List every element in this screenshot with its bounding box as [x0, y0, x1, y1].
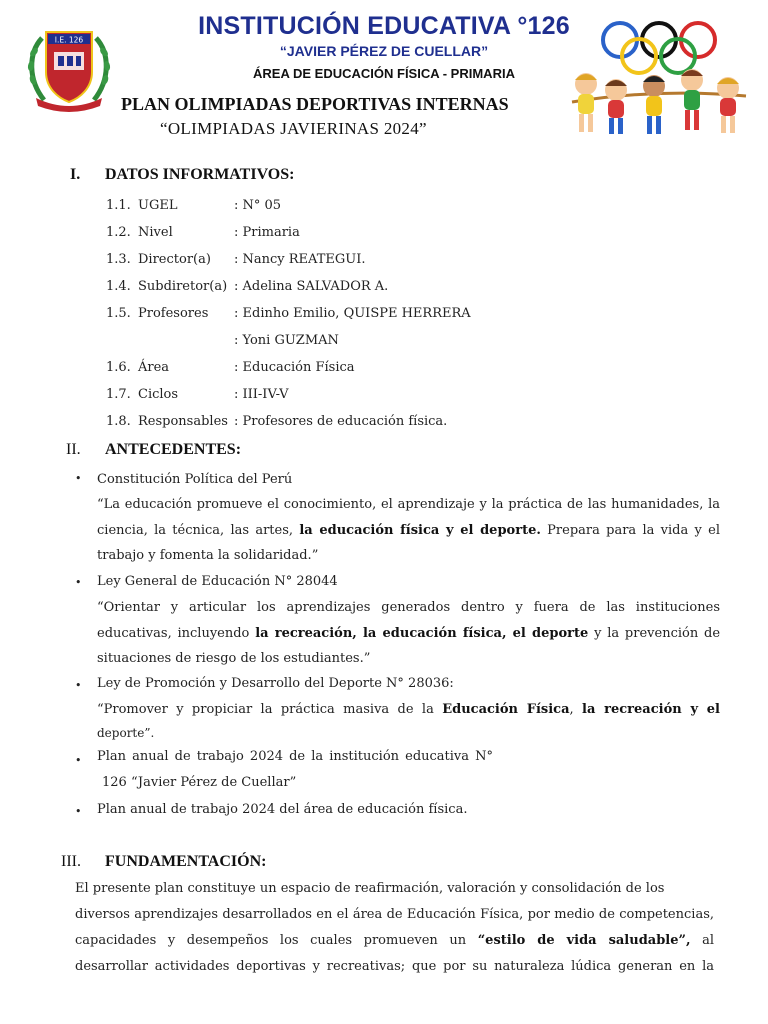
olympic-rings-kids-illustration [566, 10, 752, 140]
text-span: Prepara para la vida y el [547, 523, 720, 538]
info-value: : Adelina SALVADOR A. [234, 279, 389, 294]
text-span: “Promover y propiciar la práctica masiva de la [97, 702, 434, 717]
plan-subtitle: “OLIMPIADAS JAVIERINAS 2024” [160, 119, 427, 138]
antecedente-2-title: Ley General de Educación N° 28044 [97, 574, 338, 589]
info-label: UGEL [138, 198, 178, 213]
fundamentacion-line-1: El presente plan constituye un espacio de reafirmación, valoración y consolidación de los [75, 881, 665, 896]
info-value: : Profesores de educación física. [234, 414, 448, 429]
info-value: : Nancy REATEGUI. [234, 252, 366, 267]
antecedente-3-title: Ley de Promoción y Desarrollo del Deporte N° 28036: [97, 676, 454, 691]
info-label: Subdiretor(a) [138, 279, 228, 294]
info-label: Área [138, 360, 170, 375]
antecedente-1-line-2 [97, 518, 720, 544]
section-2-title: ANTECEDENTES: [105, 441, 242, 458]
antecedente-3-line-2: deporte”. [97, 726, 155, 740]
info-num: 1.5. [106, 306, 131, 321]
text-span: y la prevención de [594, 626, 721, 641]
antecedente-2-line-3: situaciones de riesgo de los estudiantes.” [97, 651, 371, 666]
info-label: Ciclos [138, 387, 179, 402]
bold-span: la recreación, la educación física, el deporte [255, 626, 589, 641]
institution-title: INSTITUCIÓN EDUCATIVA °126 [198, 12, 570, 40]
text-span: capacidades y desempeños los cuales promueven un [75, 933, 467, 948]
info-value: : Edinho Emilio, QUISPE HERRERA [234, 306, 471, 321]
info-value: : Yoni GUZMAN [234, 333, 339, 348]
bullet-dot-icon: • [75, 576, 82, 589]
info-num: 1.8. [106, 414, 131, 429]
antecedente-4-line-2: 126 “Javier Pérez de Cuellar” [102, 775, 297, 790]
bold-span: la recreación y el [582, 702, 720, 717]
bold-span: la educación física y el deporte. [299, 523, 541, 538]
text-span: ciencia, la técnica, las artes, [97, 523, 294, 538]
logo-text: I.E. 126 [54, 35, 84, 45]
antecedente-1-title: Constitución Política del Perú [97, 472, 293, 487]
antecedente-4-line-1: Plan anual de trabajo 2024 de la institución educativa N° [97, 749, 493, 764]
info-value: : III-IV-V [234, 387, 289, 402]
antecedente-1-line-3: trabajo y fomenta la solidaridad.” [97, 548, 319, 563]
info-label: Director(a) [138, 252, 211, 267]
info-value: : Primaria [234, 225, 300, 240]
info-num: 1.7. [106, 387, 131, 402]
bullet-dot-icon: • [75, 472, 82, 485]
info-num: 1.4. [106, 279, 131, 294]
bullet-dot-icon: • [75, 754, 82, 767]
section-1-title: DATOS INFORMATIVOS: [105, 166, 295, 183]
area-title: ÁREA DE EDUCACIÓN FÍSICA - PRIMARIA [253, 66, 515, 81]
info-label: Profesores [138, 306, 209, 321]
info-label: Nivel [138, 225, 173, 240]
bullet-dot-icon: • [75, 679, 82, 692]
fundamentacion-line-3 [75, 928, 714, 954]
text-span: al [702, 933, 715, 948]
info-label: Responsables [138, 414, 228, 429]
antecedente-3-line-1 [97, 697, 720, 723]
bold-span: Educación Física [442, 702, 570, 717]
text-span: educativas, incluyendo [97, 626, 250, 641]
bold-span: “estilo de vida saludable”, [477, 933, 691, 948]
section-3-title: FUNDAMENTACIÓN: [105, 853, 267, 870]
institution-subtitle: “JAVIER PÉREZ DE CUELLAR” [279, 43, 489, 59]
info-value: : Educación Física [234, 360, 355, 375]
info-num: 1.2. [106, 225, 131, 240]
text-span: , [569, 702, 574, 717]
antecedente-2-line-2 [97, 621, 720, 647]
antecedente-2-line-1: “Orientar y articular los aprendizajes generados dentro y fuera de las instituciones [97, 600, 720, 615]
antecedente-1-line-1: “La educación promueve el conocimiento, el aprendizaje y la práctica de las humanidades, la [97, 497, 720, 512]
fundamentacion-line-4: desarrollar actividades deportivas y recreativas; que por su naturaleza lúdica generan en la [75, 959, 714, 974]
section-2-number: II. [66, 441, 81, 458]
info-num: 1.1. [106, 198, 131, 213]
bullet-dot-icon: • [75, 805, 82, 818]
info-num: 1.6. [106, 360, 131, 375]
plan-title: PLAN OLIMPIADAS DEPORTIVAS INTERNAS [121, 94, 509, 114]
info-value: : N° 05 [234, 198, 282, 213]
section-3-number: III. [61, 853, 81, 870]
info-num: 1.3. [106, 252, 131, 267]
antecedente-5: Plan anual de trabajo 2024 del área de educación física. [97, 802, 468, 817]
section-1-number: I. [70, 166, 81, 183]
fundamentacion-line-2: diversos aprendizajes desarrollados en el área de Educación Física, por medio de competencias, [75, 907, 714, 922]
